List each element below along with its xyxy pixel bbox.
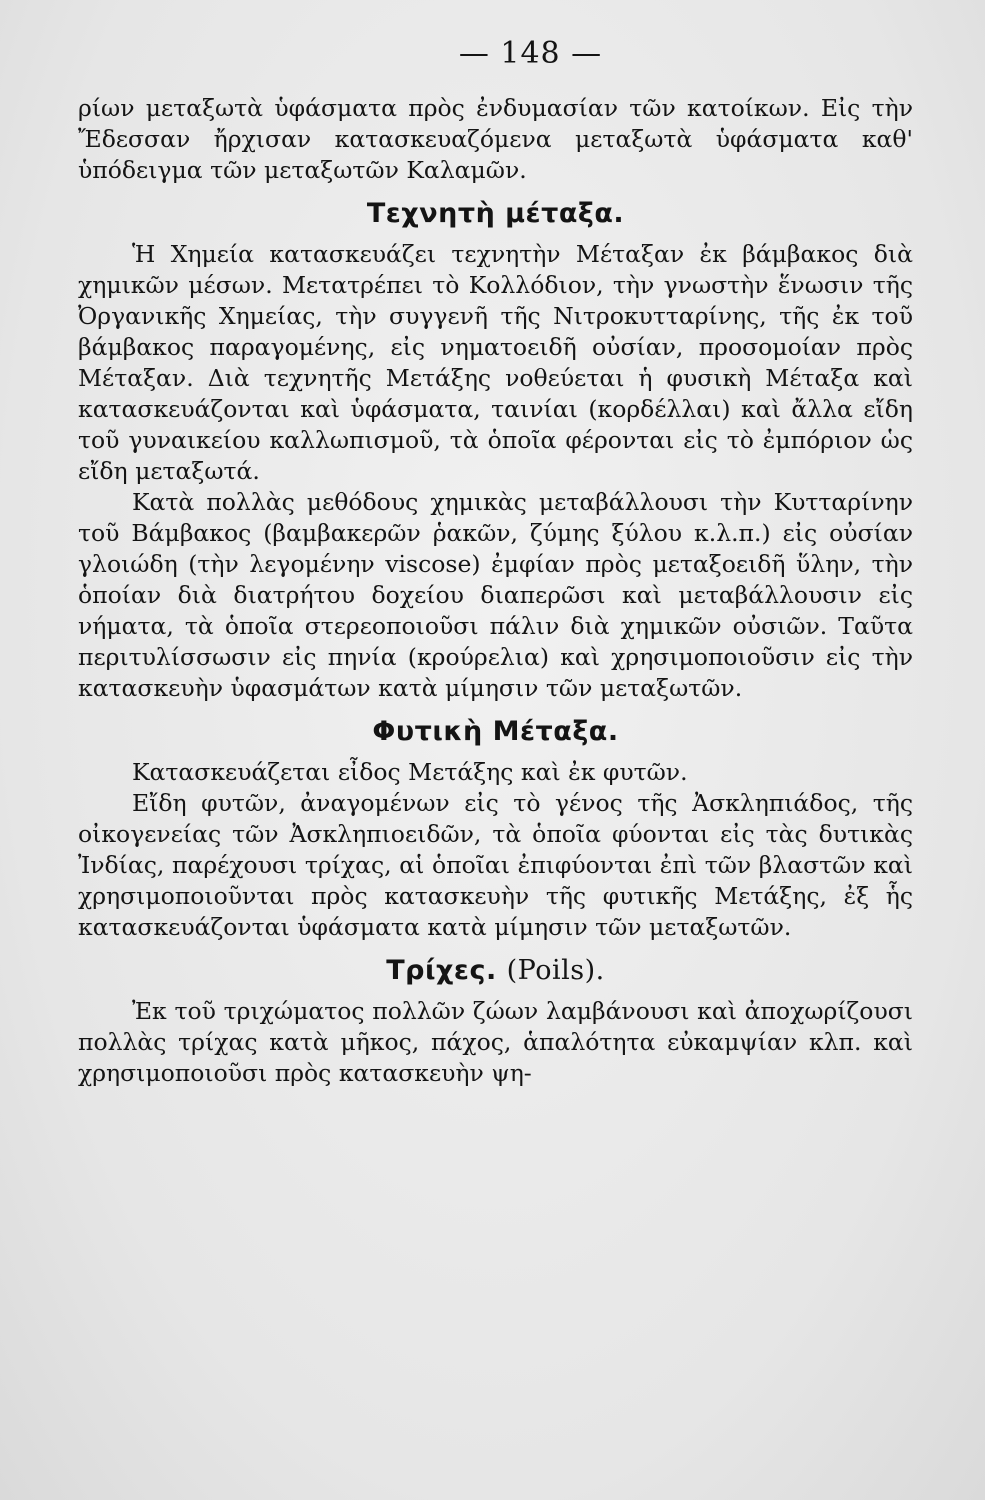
paragraph: ρίων μεταξωτὰ ὑφάσματα πρὸς ἐνδυμασίαν τῶν κατοίκων. Εἰς τὴν Ἔδεσσαν ἤρχισαν κατασκευαζόμενα μεταξωτὰ ὑφάσματα καθ' ὑπόδειγμα τῶν μεταξωτῶν Καλαμῶν. [78, 94, 913, 184]
intro-section [78, 93, 913, 186]
section-heading-title: Τρίχες. [386, 955, 497, 986]
section-hair [78, 955, 913, 1089]
paragraph: Κατασκευάζεται εἶδος Μετάξης καὶ ἐκ φυτῶν. [132, 758, 688, 786]
paragraph: Κατὰ πολλὰς μεθόδους χημικὰς μεταβάλλουσι τὴν Κυτταρίνην τοῦ Βάμβακος (βαμβακερῶν ῥακῶν, ζύμης ξύλου κ.λ.π.) εἰς οὐσίαν γλοιώδη (τὴν λεγομένην viscose) ἐμφίαν πρὸς μεταξοειδῆ ὕλην, τὴν ὁποίαν διὰ διατρήτου δοχείου διαπερῶσι καὶ μεταβάλλουσιν εἰς νήματα, τὰ ὁποῖα στερεοποιοῦσι πάλιν διὰ χημικῶν οὐσιῶν. Ταῦτα περιτυλίσσωσιν εἰς πηνία (κρούρελια) καὶ χρησιμοποιοῦσιν εἰς τὴν κατασκευὴν ὑφασμάτων κατὰ μίμησιν τῶν μεταξωτῶν. [78, 488, 913, 702]
paragraph: Εἴδη φυτῶν, ἀναγομένων εἰς τὸ γένος τῆς Ἀσκληπιάδος, τῆς οἰκογενείας τῶν Ἀσκληπιοειδῶν, τὰ ὁποῖα φύονται εἰς τὰς δυτικὰς Ἰνδίας, παρέχουσι τρίχας, αἱ ὁποῖαι ἐπιφύονται ἐπὶ τῶν βλαστῶν καὶ χρησιμοποιοῦνται πρὸς κατασκευὴν τῆς φυτικῆς Μετάξης, ἐξ ἧς κατασκευάζονται ὑφάσματα κατὰ μίμησιν τῶν μεταξωτῶν. [78, 789, 913, 941]
paragraph: Ἐκ τοῦ τριχώματος πολλῶν ζώων λαμβάνουσι καὶ ἀποχωρίζουσι πολλὰς τρίχας κατὰ μῆκος, πάχος, ἁπαλότητα εὐκαμψίαν κλπ. καὶ χρησιμοποιοῦσι πρὸς κατασκευὴν ψη- [78, 997, 913, 1087]
page-number: — 148 — [458, 36, 603, 71]
section-heading: Φυτικὴ Μέταξα. [372, 716, 619, 747]
section-heading-subtitle: (Poils). [506, 955, 605, 986]
section-heading [78, 955, 913, 986]
section-heading: Τεχνητὴ μέταξα. [366, 198, 625, 229]
section-plant-silk [78, 716, 913, 943]
section-artificial-silk [78, 198, 913, 704]
paragraph: Ἡ Χημεία κατασκευάζει τεχνητὴν Μέταξαν ἐκ βάμβακος διὰ χημικῶν μέσων. Μετατρέπει τὸ Κολλόδιον, τὴν γνωστὴν ἕνωσιν τῆς Ὀργανικῆς Χημείας, τὴν συγγενῆ τῆς Νιτροκυτταρίνης, τῆς ἐκ τοῦ βάμβακος παραγομένης, εἰς νηματοειδῆ οὐσίαν, προσομοίαν πρὸς Μέταξαν. Διὰ τεχνητῆς Μετάξης νοθεύεται ἡ φυσικὴ Μέταξα καὶ κατασκευάζονται καὶ ὑφάσματα, ταινίαι (κορδέλλαι) καὶ ἄλλα εἴδη τοῦ γυναικείου καλλωπισμοῦ, τὰ ὁποῖα φέρονται εἰς τὸ ἐμπόριον ὡς εἴδη μεταξωτά. [78, 240, 913, 485]
